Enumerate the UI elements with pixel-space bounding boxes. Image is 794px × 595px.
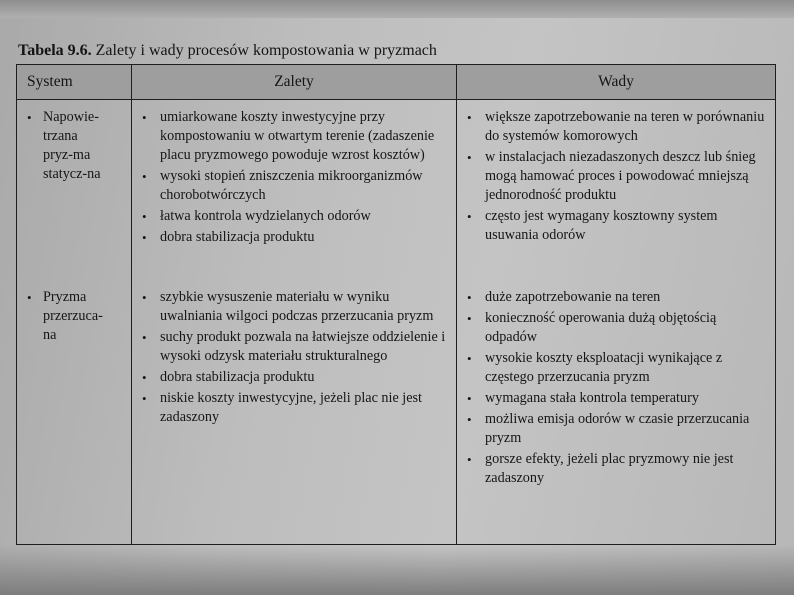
list-item-text: możliwa emisja odorów w czasie przerzucania pryzm xyxy=(485,411,750,446)
header-system: System xyxy=(17,65,132,100)
table-number: Tabela 9.6. xyxy=(18,42,92,59)
zalety-cell xyxy=(132,286,457,545)
list-item xyxy=(138,207,448,226)
list-item-text: umiarkowane koszty inwestycyjne przy kompostowaniu w otwartym terenie (zadaszenie placu pryzmowego powoduje wzrost kosztów) xyxy=(160,109,435,163)
bullet-icon: • xyxy=(27,290,32,305)
list-item-text: w instalacjach niezadaszonych deszcz lub śnieg mogą hamować proces i powodować mniejszą jednorodność produktu xyxy=(485,149,756,203)
list-item xyxy=(138,368,448,387)
bullet-icon: • xyxy=(467,391,472,406)
list-item xyxy=(138,167,448,205)
list-item-text: konieczność operowania dużą objętością odpadów xyxy=(485,310,717,345)
table-title: Zalety i wady procesów kompostowania w pryzmach xyxy=(95,42,437,59)
list-item xyxy=(138,108,448,165)
list-item xyxy=(463,450,767,488)
system-name: Napowie-trzana pryz-ma statycz-na xyxy=(43,109,101,182)
list-item-text: często jest wymagany kosztowny system usuwania odorów xyxy=(485,208,718,243)
bullet-icon: • xyxy=(142,330,147,345)
list-item xyxy=(463,207,767,245)
list-item-text: większe zapotrzebowanie na teren w porównaniu do systemów komorowych xyxy=(485,109,765,144)
system-item xyxy=(17,108,131,184)
bullet-icon: • xyxy=(467,150,472,165)
header-zalety: Zalety xyxy=(132,65,457,100)
list-item-text: suchy produkt pozwala na łatwiejsze oddzielenie i wysoki odzysk materiału strukturalnego xyxy=(160,329,446,364)
list-item-text: dobra stabilizacja produktu xyxy=(160,369,315,385)
list-item-text: łatwa kontrola wydzielanych odorów xyxy=(160,208,371,224)
zalety-cell xyxy=(132,100,457,287)
list-item-text: niskie koszty inwestycyjne, jeżeli plac nie jest zadaszony xyxy=(160,390,422,425)
wady-cell xyxy=(457,100,776,287)
bullet-icon: • xyxy=(142,230,147,245)
system-item xyxy=(17,288,131,345)
list-item-text: gorsze efekty, jeżeli plac pryzmowy nie jest zadaszony xyxy=(485,451,734,486)
table-row xyxy=(17,286,776,545)
table-caption xyxy=(18,42,437,60)
bullet-icon: • xyxy=(467,209,472,224)
system-name: Pryzma przerzuca-na xyxy=(43,289,103,343)
list-item-text: wysoki stopień zniszczenia mikroorganizmów chorobotwórczych xyxy=(160,168,423,203)
list-item-text: dobra stabilizacja produktu xyxy=(160,229,315,245)
list-item xyxy=(138,328,448,366)
comparison-table xyxy=(16,64,776,545)
list-item-text: duże zapotrzebowanie na teren xyxy=(485,289,661,305)
bullet-icon: • xyxy=(142,169,147,184)
bullet-icon: • xyxy=(142,110,147,125)
bullet-icon: • xyxy=(142,370,147,385)
list-item xyxy=(463,309,767,347)
bullet-icon: • xyxy=(467,351,472,366)
bullet-icon: • xyxy=(467,311,472,326)
bullet-icon: • xyxy=(467,412,472,427)
list-item-text: wysokie koszty eksploatacji wynikające z częstego przerzucania pryzm xyxy=(485,350,723,385)
list-item-text: szybkie wysuszenie materiału w wyniku uwalniania wilgoci podczas przerzucania pryzm xyxy=(160,289,434,324)
bullet-icon: • xyxy=(142,391,147,406)
bullet-icon: • xyxy=(467,452,472,467)
table-row xyxy=(17,100,776,287)
list-item xyxy=(138,288,448,326)
wady-cell xyxy=(457,286,776,545)
header-wady: Wady xyxy=(457,65,776,100)
list-item xyxy=(463,410,767,448)
bullet-icon: • xyxy=(467,290,472,305)
bullet-icon: • xyxy=(142,290,147,305)
list-item xyxy=(138,389,448,427)
list-item xyxy=(463,288,767,307)
system-cell xyxy=(17,100,132,287)
bullet-icon: • xyxy=(142,209,147,224)
list-item xyxy=(463,349,767,387)
list-item xyxy=(463,389,767,408)
bullet-icon: • xyxy=(27,110,32,125)
system-cell xyxy=(17,286,132,545)
list-item xyxy=(463,108,767,146)
header-row xyxy=(17,65,776,100)
list-item xyxy=(138,228,448,247)
list-item-text: wymagana stała kontrola temperatury xyxy=(485,390,699,406)
bullet-icon: • xyxy=(467,110,472,125)
list-item xyxy=(463,148,767,205)
